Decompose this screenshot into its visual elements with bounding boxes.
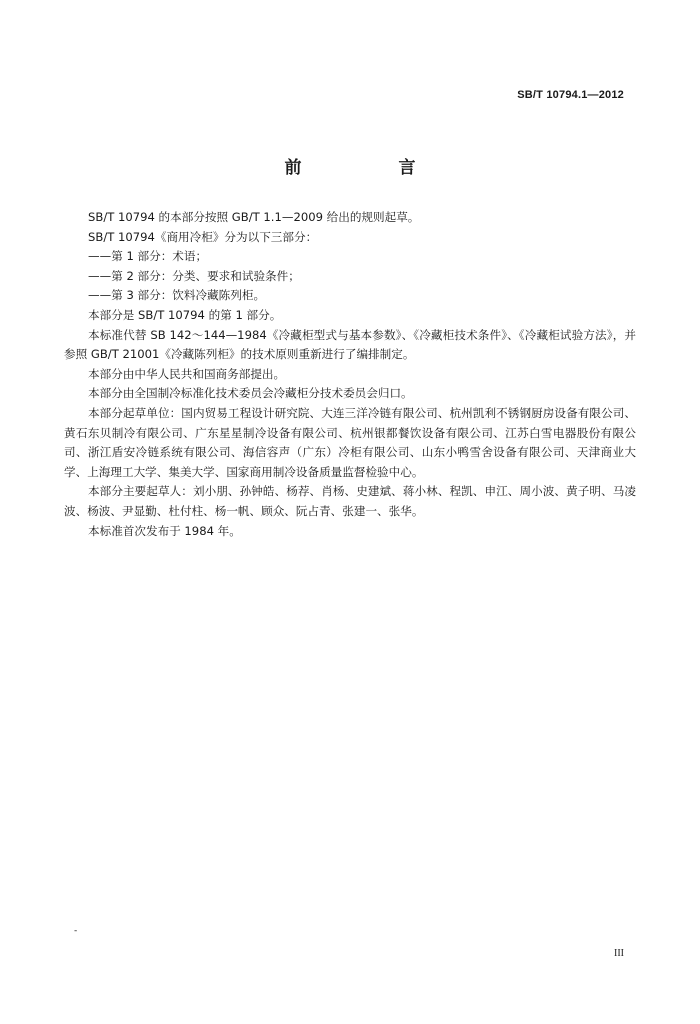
paragraph: SB/T 10794 的本部分按照 GB/T 1.1—2009 给出的规则起草。 [88, 210, 420, 224]
paragraph: 本部分由全国制冷标准化技术委员会冷藏柜分技术委员会归口。 [88, 386, 413, 401]
margin-mark: - [74, 926, 78, 936]
paragraph: 本部分是 SB/T 10794 的第 1 部分。 [88, 307, 282, 322]
list-item: ——第 3 部分：饮料冷藏陈列柜。 [88, 288, 266, 303]
list-item: ——第 2 部分：分类、要求和试验条件； [88, 268, 300, 283]
page-title: 前 言 [284, 158, 456, 178]
paragraph: 本部分主要起草人：刘小朋、孙钟皓、杨荐、肖杨、史建斌、蒋小林、程凯、申江、周小波、黄子明、马凌波、杨波、尹显勤、杜付柱、杨一帆、顾众、阮占青、张建一、张华。 [64, 484, 636, 518]
paragraph: 本标准首次发布于 1984 年。 [88, 523, 241, 538]
paragraph: 本标准代替 SB 142～144—1984《冷藏柜型式与基本参数》、《冷藏柜技术条件》、《冷藏柜试验方法》，并参照 GB/T 21001《冷藏陈列柜》的技术原则重新进行了编排制定。 [64, 327, 636, 362]
paragraph: SB/T 10794《商用冷柜》分为以下三部分： [88, 229, 318, 244]
list-item: ——第 1 部分：术语； [88, 249, 208, 264]
paragraph: 本部分起草单位：国内贸易工程设计研究院、大连三洋冷链有限公司、杭州凯利不锈钢厨房设备有限公司、黄石东贝制冷有限公司、广东星星制冷设备有限公司、杭州银都餐饮设备有限公司、江苏白雪电器股份有限公司、浙江盾安冷链系统有限公司、海信容声（广东）冷柜有限公司、山东小鸭雪舍设备有限公司、天津商业大学、上海理工大学、集美大学、国家商用制冷设备质量监督检验中心。 [64, 405, 636, 479]
paragraph: 本部分由中华人民共和国商务部提出。 [88, 366, 286, 381]
document-id: SB/T 10794.1—2012 [517, 89, 624, 101]
foreword-body [64, 208, 636, 541]
page-number: III [614, 948, 624, 959]
